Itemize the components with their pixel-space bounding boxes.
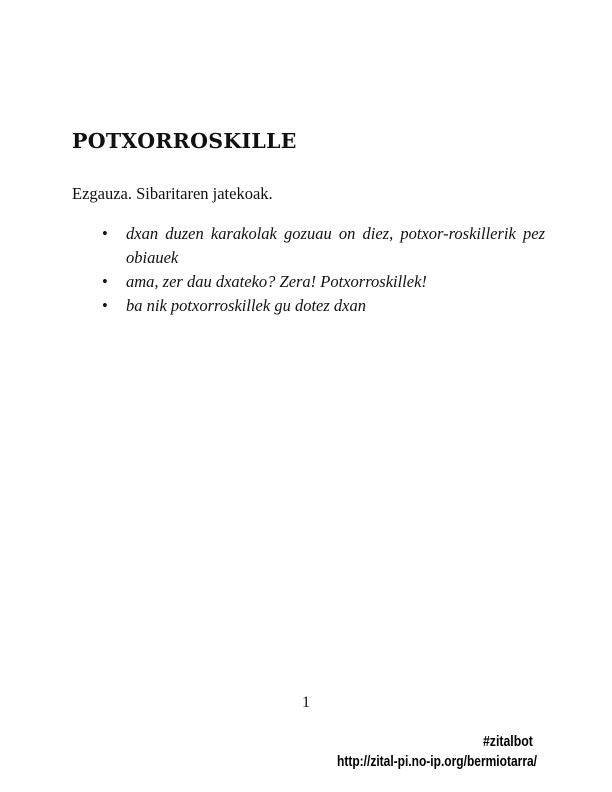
page-title: POTXORROSKILLE [72,129,297,153]
page-number: 1 [302,694,310,711]
description-text: Ezgauza. Sibaritaren jatekoak. [72,184,273,203]
list-item-text: dxan duzen karakolak gozuau on diez, potxor-roskillerik pez obiauek [126,224,545,267]
list-item [100,270,545,294]
list-item [100,222,545,270]
example-list [100,222,545,318]
bullet-icon: • [102,272,108,291]
bullet-icon: • [102,296,108,315]
bullet-icon: • [102,224,108,243]
footer-url[interactable]: http://zital-pi.no-ip.org/bermiotarra/ [337,753,537,770]
list-item-text: ba nik potxorroskillek gu dotez dxan [126,296,366,315]
list-item-text: ama, zer dau dxateko? Zera! Potxorroskillek! [126,272,427,291]
footer-hashtag: #zitalbot [483,733,533,750]
list-item [100,294,545,318]
